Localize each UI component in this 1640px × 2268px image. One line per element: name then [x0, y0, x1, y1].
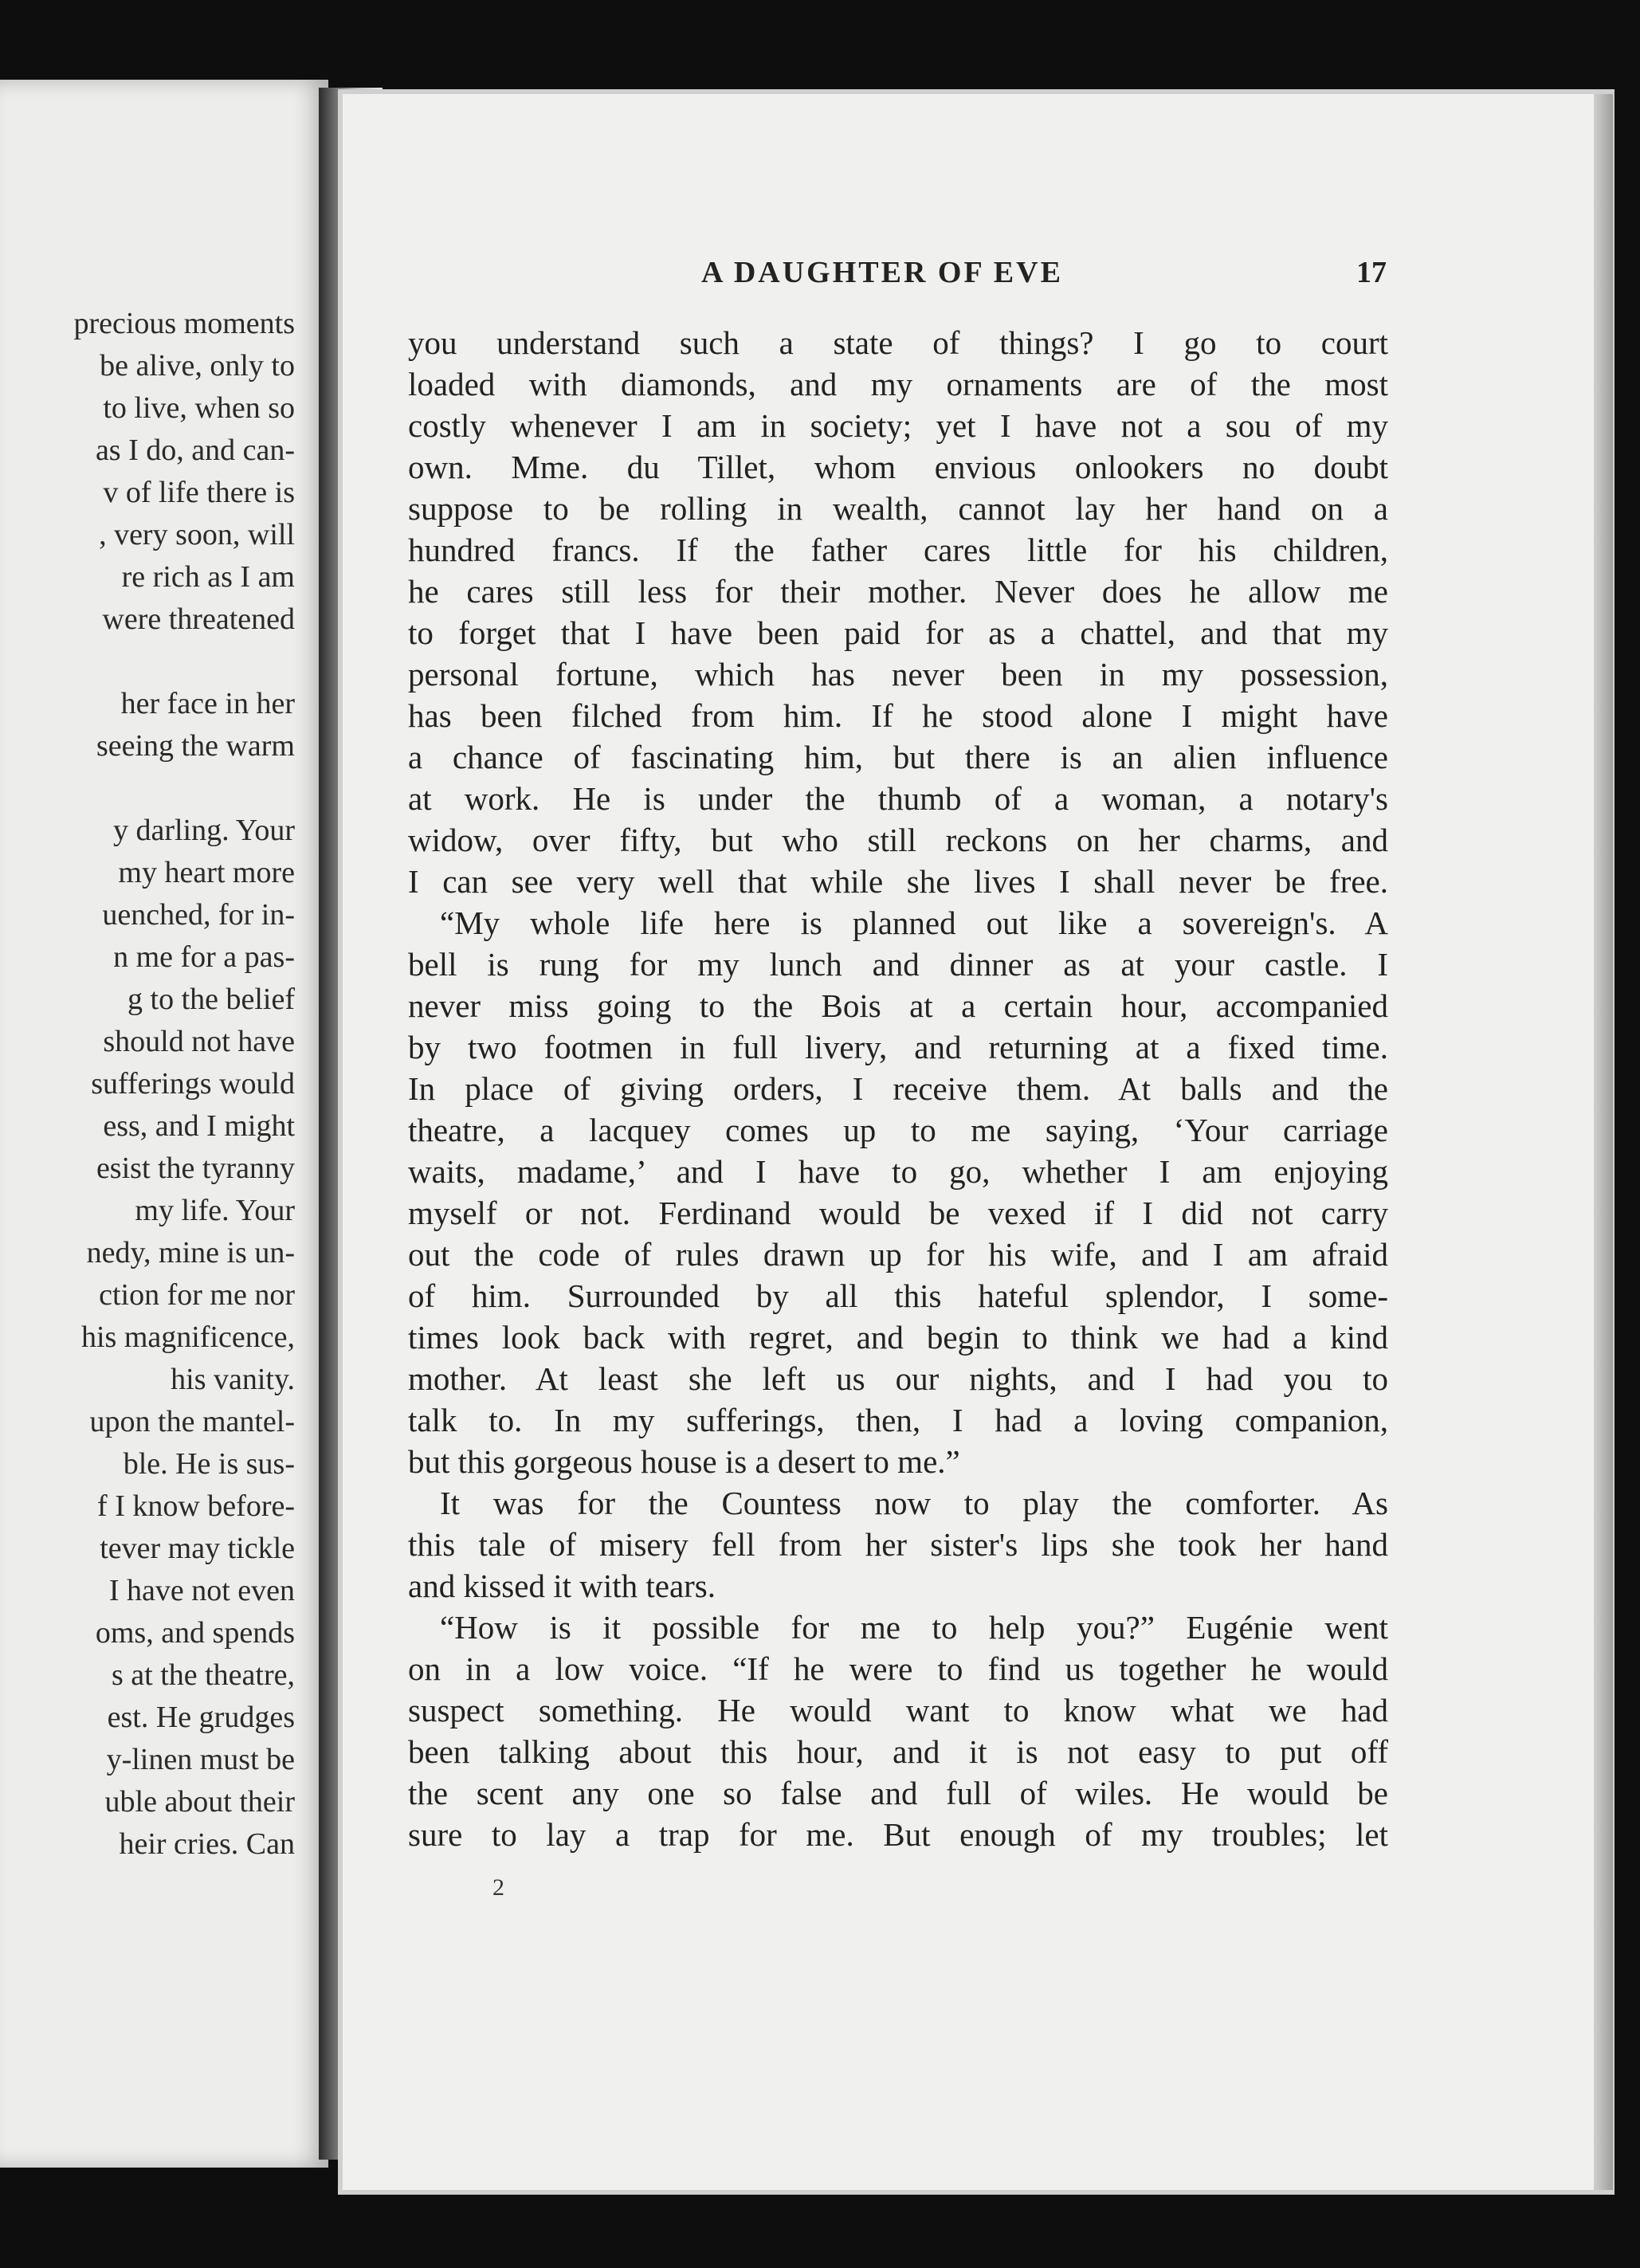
text-line: on in a low voice. “If he were to find us together he would: [408, 1650, 1388, 1687]
text-line: suspect something. He would want to know what we had: [408, 1692, 1388, 1728]
text-line: costly whenever I am in society; yet I have not a sou of my: [408, 407, 1388, 444]
left-text-line: my heart more: [118, 856, 295, 889]
left-text-line: be alive, only to: [100, 349, 295, 383]
running-head: A DAUGHTER OF EVE: [701, 256, 1063, 289]
left-text-line: nedy, mine is un-: [86, 1236, 295, 1269]
text-line: of him. Surrounded by all this hateful splendor, I some-: [408, 1277, 1388, 1314]
left-text-line: re rich as I am: [121, 560, 295, 594]
text-line: theatre, a lacquey comes up to me saying, ‘Your carriage: [408, 1112, 1388, 1148]
left-text-line: were threatened: [102, 602, 295, 636]
text-line: mother. At least she left us our nights, and I had you to: [408, 1360, 1388, 1397]
text-line: In place of giving orders, I receive them. At balls and the: [408, 1070, 1388, 1107]
left-text-line: my life. Your: [135, 1194, 295, 1227]
text-line: loaded with diamonds, and my ornaments are of the most: [408, 366, 1388, 402]
left-text-line: her face in her: [120, 687, 295, 720]
left-text-line: heir cries. Can: [119, 1827, 295, 1861]
text-line: he cares still less for their mother. Never does he allow me: [408, 573, 1388, 610]
text-line: has been filched from him. If he stood alone I might have: [408, 697, 1388, 734]
left-text-line: ble. He is sus-: [123, 1447, 295, 1481]
text-line: widow, over fifty, but who still reckons on her charms, and: [408, 822, 1388, 858]
text-line: at work. He is under the thumb of a woman, a notary's: [408, 780, 1388, 817]
text-line: to forget that I have been paid for as a chattel, and that my: [408, 614, 1388, 651]
text-line: myself or not. Ferdinand would be vexed if I did not carry: [408, 1195, 1388, 1231]
text-line: and kissed it with tears.: [408, 1568, 716, 1604]
left-text-line: should not have: [103, 1025, 295, 1058]
left-text-line: n me for a pas-: [113, 940, 295, 974]
left-text-line: est. He grudges: [107, 1701, 295, 1734]
left-text-line: his vanity.: [171, 1363, 295, 1396]
signature-mark: 2: [492, 1874, 504, 1901]
text-line: a chance of fascinating him, but there is an alien influence: [408, 739, 1388, 775]
left-text-line: s at the theatre,: [111, 1658, 295, 1692]
left-text-line: y-linen must be: [106, 1743, 295, 1776]
left-text-line: [0, 767, 295, 810]
left-page-text: [0, 303, 295, 1866]
left-text-line: precious moments: [73, 307, 295, 340]
text-line: times look back with regret, and begin to think we had a kind: [408, 1319, 1388, 1356]
body-text: [408, 322, 1388, 1855]
left-text-line: to live, when so: [103, 391, 295, 425]
text-line: the scent any one so false and full of wiles. He would be: [408, 1775, 1388, 1811]
page-number: 17: [1356, 256, 1387, 289]
text-line: this tale of misery fell from her sister's lips she took her hand: [408, 1526, 1388, 1563]
left-text-line: seeing the warm: [96, 729, 295, 763]
text-line: sure to lay a trap for me. But enough of my troubles; let: [408, 1816, 1388, 1853]
text-line: but this gorgeous house is a desert to me.”: [408, 1443, 960, 1480]
left-text-line: his magnificence,: [80, 1320, 295, 1354]
text-line: out the code of rules drawn up for his wife, and I am afraid: [408, 1236, 1388, 1273]
text-line: personal fortune, which has never been in my possession,: [408, 656, 1388, 693]
left-text-line: y darling. Your: [112, 814, 295, 847]
page-edge: [1594, 94, 1613, 2190]
text-line: been talking about this hour, and it is not easy to put off: [408, 1733, 1388, 1770]
text-line: I can see very well that while she lives I shall never be free.: [408, 863, 1388, 900]
left-text-line: , very soon, will: [99, 518, 295, 551]
left-text-line: uble about their: [104, 1785, 295, 1819]
left-text-line: I have not even: [108, 1574, 295, 1607]
left-text-line: as I do, and can-: [95, 434, 295, 467]
text-line: “My whole life here is planned out like a sovereign's. A: [440, 904, 1388, 941]
text-line: It was for the Countess now to play the comforter. As: [440, 1485, 1388, 1521]
left-text-line: v of life there is: [103, 476, 295, 509]
left-text-line: esist the tyranny: [96, 1152, 295, 1185]
text-line: suppose to be rolling in wealth, cannot lay her hand on a: [408, 490, 1388, 527]
text-line: own. Mme. du Tillet, whom envious onlookers no doubt: [408, 449, 1388, 485]
text-line: talk to. In my sufferings, then, I had a loving companion,: [408, 1402, 1388, 1438]
left-text-line: [0, 641, 295, 683]
text-line: “How is it possible for me to help you?” Eugénie went: [440, 1609, 1388, 1646]
left-text-line: tever may tickle: [100, 1532, 295, 1565]
text-line: by two footmen in full livery, and returning at a fixed time.: [408, 1029, 1388, 1065]
left-text-line: oms, and spends: [95, 1616, 295, 1650]
left-page: [0, 80, 328, 2168]
text-line: waits, madame,’ and I have to go, whether I am enjoying: [408, 1153, 1388, 1190]
left-text-line: uenched, for in-: [102, 898, 295, 932]
text-line: hundred francs. If the father cares little for his children,: [408, 532, 1388, 568]
left-text-line: sufferings would: [91, 1067, 295, 1101]
left-text-line: upon the mantel-: [89, 1405, 295, 1438]
text-line: bell is rung for my lunch and dinner as at your castle. I: [408, 946, 1388, 983]
left-text-line: ess, and I might: [103, 1109, 295, 1143]
left-text-line: f I know before-: [97, 1489, 295, 1523]
left-text-line: ction for me nor: [99, 1278, 295, 1312]
text-line: you understand such a state of things? I go to court: [408, 324, 1388, 361]
text-line: never miss going to the Bois at a certain hour, accompanied: [408, 987, 1388, 1024]
left-text-line: g to the belief: [128, 983, 295, 1016]
